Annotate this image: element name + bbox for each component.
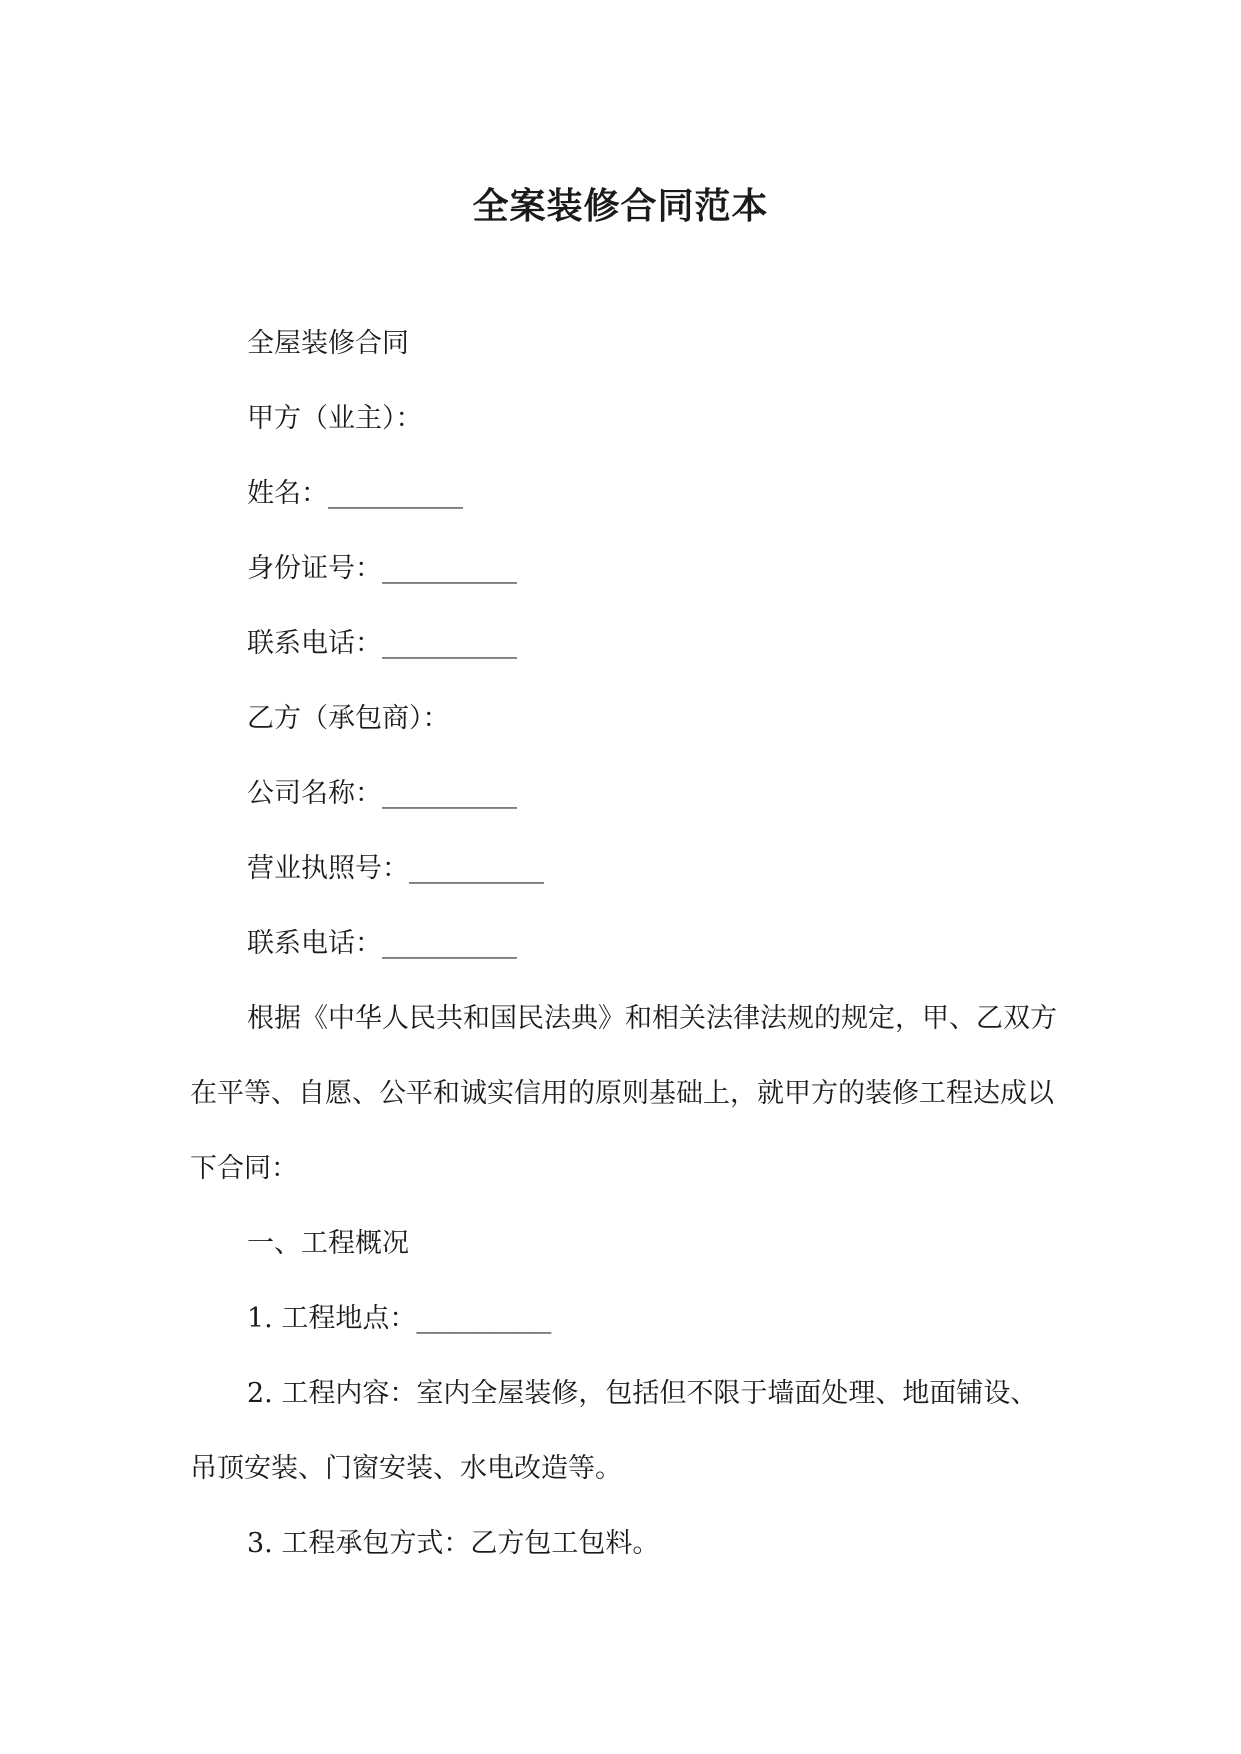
party-b-phone-field: 联系电话：__________ <box>247 928 517 959</box>
party-a-phone-field: 联系电话：__________ <box>247 628 517 659</box>
party-a-heading: 甲方（业主）： <box>247 403 423 434</box>
preamble-paragraph: 根据《中华人民共和国民法典》和相关法律法规的规定，甲、乙双方在平等、自愿、公平和诚实信用的原则基础上，就甲方的装修工程达成以下合同： <box>190 1003 1057 1184</box>
party-a-id-field: 身份证号：__________ <box>247 553 517 584</box>
party-b-heading: 乙方（承包商）： <box>247 703 450 734</box>
document-title: 全案装修合同范本 <box>472 185 769 227</box>
section-heading-overview: 一、工程概况 <box>247 1228 409 1259</box>
document-body <box>190 306 1060 1581</box>
party-b-license-field: 营业执照号：__________ <box>247 853 544 884</box>
clause-contract-method: 3. 工程承包方式：乙方包工包料。 <box>247 1528 660 1559</box>
party-a-name-field: 姓名：__________ <box>247 478 463 509</box>
clause-location: 1. 工程地点：__________ <box>247 1303 552 1334</box>
contract-heading: 全屋装修合同 <box>247 328 409 359</box>
party-b-company-field: 公司名称：__________ <box>247 778 517 809</box>
clause-content: 2. 工程内容：室内全屋装修，包括但不限于墙面处理、地面铺设、吊顶安装、门窗安装、水电改造等。 <box>190 1378 1038 1484</box>
